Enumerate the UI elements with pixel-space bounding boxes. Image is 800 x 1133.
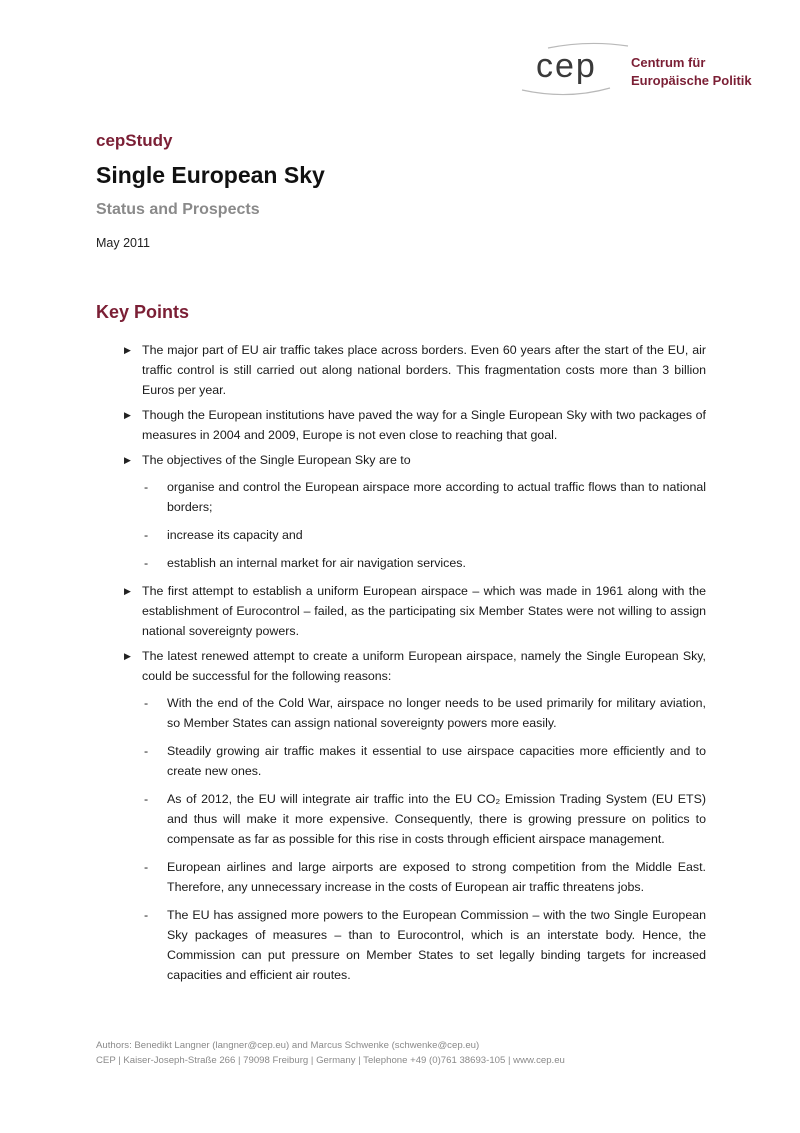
- dash-bullet: -: [144, 528, 149, 542]
- dash-bullet: -: [144, 480, 149, 494]
- sub-point: [96, 693, 706, 733]
- logo-name: [631, 54, 752, 90]
- dash-bullet: -: [144, 860, 149, 874]
- logo-mark: cep: [536, 47, 597, 85]
- sub-point-text: increase its capacity and: [167, 528, 303, 542]
- document-date: May 2011: [96, 236, 150, 250]
- dash-bullet: -: [144, 556, 149, 570]
- dash-bullet: -: [144, 696, 149, 710]
- sub-point-text: The EU has assigned more powers to the European Commission – with the two Single European Sky packages of measures – than to Eurocontrol, which is an interstate body. Hence, the Commission can put pressure on Member States to set legally binding targets for increased capacities and efficient air routes.: [167, 908, 706, 982]
- arrow-right-icon: ▶: [124, 345, 131, 355]
- key-points-heading: Key Points: [96, 302, 190, 322]
- key-point-text: Though the European institutions have paved the way for a Single European Sky with two packages of measures in 2004 and 2009, Europe is not even close to reaching that goal.: [142, 408, 706, 442]
- reasons-list: [96, 693, 706, 985]
- document-type: cepStudy: [96, 131, 173, 150]
- sub-point: [96, 525, 706, 545]
- arrow-right-icon: ▶: [124, 455, 131, 465]
- sub-point: [96, 789, 706, 849]
- key-point: [96, 405, 706, 445]
- dash-bullet: -: [144, 908, 149, 922]
- document-title: Single European Sky: [96, 162, 325, 188]
- sub-point-text: organise and control the European airspace more according to actual traffic flows than to national borders;: [167, 480, 706, 514]
- footer-address: CEP | Kaiser-Joseph-Straße 266 | 79098 Freiburg | Germany | Telephone +49 (0)761 38693-105 | www.cep.eu: [96, 1054, 565, 1066]
- key-point-text: The latest renewed attempt to create a uniform European airspace, namely the Single European Sky, could be successful for the following reasons:: [142, 649, 706, 683]
- sub-point: [96, 905, 706, 985]
- sub-point: [96, 553, 706, 573]
- dash-bullet: -: [144, 744, 149, 758]
- document-subtitle: Status and Prospects: [96, 201, 260, 218]
- sub-point-text: establish an internal market for air navigation services.: [167, 556, 466, 570]
- page-footer: [96, 1039, 565, 1068]
- sub-point-text: Steadily growing air traffic makes it essential to use airspace capacities more efficiently and to create new ones.: [167, 744, 706, 778]
- key-point: [96, 340, 706, 400]
- dash-bullet: -: [144, 792, 149, 806]
- key-points-list: [96, 340, 706, 993]
- sub-point-text: European airlines and large airports are exposed to strong competition from the Middle East. Therefore, any unnecessary increase in the costs of European air traffic threatens jobs.: [167, 860, 706, 894]
- key-point-text: The first attempt to establish a uniform European airspace – which was made in 1961 along with the establishment of Eurocontrol – failed, as the participating six Member States were not willing to assign national sovereignty powers.: [142, 584, 706, 638]
- key-point-text: The major part of EU air traffic takes place across borders. Even 60 years after the start of the EU, air traffic control is still carried out along national borders. This fragmentation costs more than 3 billion Euros per year.: [142, 343, 706, 397]
- logo-name-line1: Centrum für: [631, 55, 706, 70]
- arrow-right-icon: ▶: [124, 586, 131, 596]
- key-point: [96, 646, 706, 686]
- key-point: [96, 450, 706, 470]
- key-point: [96, 581, 706, 641]
- sub-point-text: As of 2012, the EU will integrate air traffic into the EU CO₂ Emission Trading System (EU ETS) and thus will make it more expensive. Consequently, there is growing pressure on politics to compensate as far as possible for this rise in costs through efficient airspace management.: [167, 792, 706, 846]
- sub-point: [96, 741, 706, 781]
- footer-authors: Authors: Benedikt Langner (langner@cep.eu) and Marcus Schwenke (schwenke@cep.eu): [96, 1040, 480, 1051]
- key-point-text: The objectives of the Single European Sky are to: [142, 453, 411, 467]
- sub-point-text: With the end of the Cold War, airspace no longer needs to be used primarily for military aviation, so Member States can assign national sovereignty powers more easily.: [167, 696, 706, 730]
- objectives-list: [96, 477, 706, 573]
- sub-point: [96, 857, 706, 897]
- arrow-right-icon: ▶: [124, 410, 131, 420]
- cep-logo: [518, 38, 758, 100]
- arrow-right-icon: ▶: [124, 651, 131, 661]
- logo-name-line2: Europäische Politik: [631, 73, 752, 88]
- sub-point: [96, 477, 706, 517]
